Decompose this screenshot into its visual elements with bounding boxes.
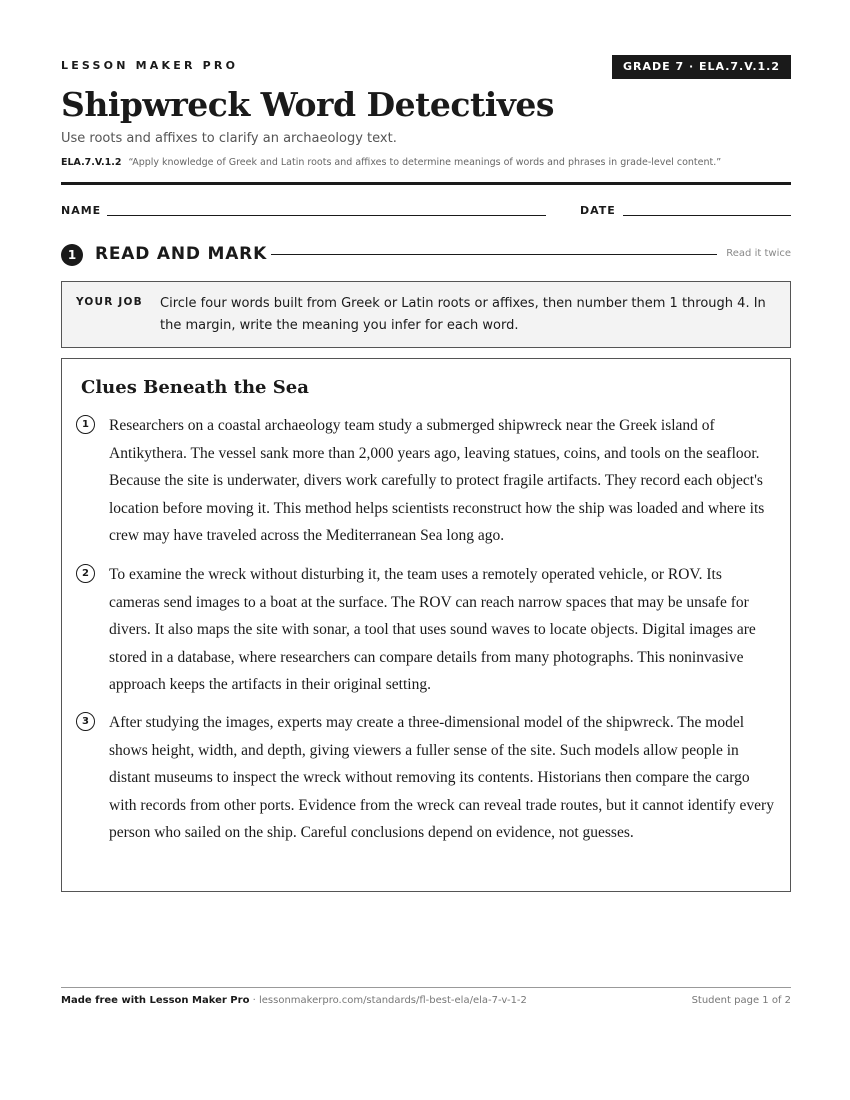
paragraph-number: 3 (76, 712, 95, 731)
standard-code: ELA.7.V.1.2 (61, 157, 122, 168)
name-label: NAME (61, 204, 102, 217)
section-title: READ AND MARK (95, 244, 268, 264)
name-field[interactable] (107, 215, 546, 216)
instructions-box (61, 281, 791, 348)
instructions-label: YOUR JOB (76, 296, 143, 308)
footer-divider (61, 987, 791, 988)
paragraph-text: Researchers on a coastal archaeology team study a submerged shipwreck near the Greek island of Antikythera. The vessel sank more than 2,000 years ago, leaving statues, coins, and tools on the seafloor. Because the site is underwater, divers work carefully to protect fragile artifacts. They record each object's location before moving it. This method helps scientists reconstruct how the ship was loaded and where its crew may have traveled across the Mediterranean Sea long ago. (109, 417, 765, 544)
paragraph-number: 2 (76, 564, 95, 583)
page-subtitle: Use roots and affixes to clarify an archaeology text. (61, 131, 397, 146)
paragraph-number: 1 (76, 415, 95, 434)
reading-passage (61, 358, 791, 892)
section-header (61, 243, 791, 267)
top-bar (61, 55, 791, 81)
student-info-fields (61, 204, 791, 224)
standard-text: “Apply knowledge of Greek and Latin roots and affixes to determine meanings of words and phrases in grade-level content.” (128, 157, 722, 168)
section-divider (271, 254, 717, 255)
page-indicator: Student page 1 of 2 (691, 995, 791, 1006)
section-number-badge: 1 (61, 244, 83, 266)
paragraph-text: After studying the images, experts may create a three-dimensional model of the shipwreck. The model shows height, width, and depth, giving viewers a fuller sense of the site. Such models allow people in distant museums to inspect the wreck without removing its contents. Historians then compare the cargo with records from other ports. Evidence from the wreck can reveal trade routes, but it cannot identify every person who sailed on the ship. Careful conclusions depend on evidence, not guesses. (109, 714, 774, 841)
header-divider (61, 182, 791, 185)
section-note: Read it twice (726, 248, 791, 259)
footer-credit (61, 995, 527, 1006)
paragraph-text: To examine the wreck without disturbing it, the team uses a remotely operated vehicle, or ROV. Its cameras send images to a boat at the surface. The ROV can reach narrow spaces that may be unsafe for divers. It also maps the site with sonar, a tool that uses sound waves to locate objects. Digital images are stored in a database, where researchers can compare details from many photographs. This noninvasive approach keeps the artifacts in their original setting. (109, 566, 756, 693)
standard-line (61, 157, 721, 168)
footer-url[interactable]: · lessonmakerpro.com/standards/fl-best-ela/ela-7-v-1-2 (249, 995, 527, 1006)
brand-name: LESSON MAKER PRO (61, 59, 239, 72)
passage-title: Clues Beneath the Sea (81, 377, 309, 398)
footer-brand: Made free with Lesson Maker Pro (61, 995, 250, 1006)
date-field[interactable] (623, 215, 791, 216)
page-title: Shipwreck Word Detectives (61, 85, 554, 124)
grade-badge: GRADE 7 · ELA.7.V.1.2 (612, 55, 791, 79)
date-label: DATE (580, 204, 616, 217)
instructions-text: Circle four words built from Greek or Latin roots or affixes, then number them 1 through 4. In the margin, write the meaning you infer for each word. (160, 296, 766, 333)
